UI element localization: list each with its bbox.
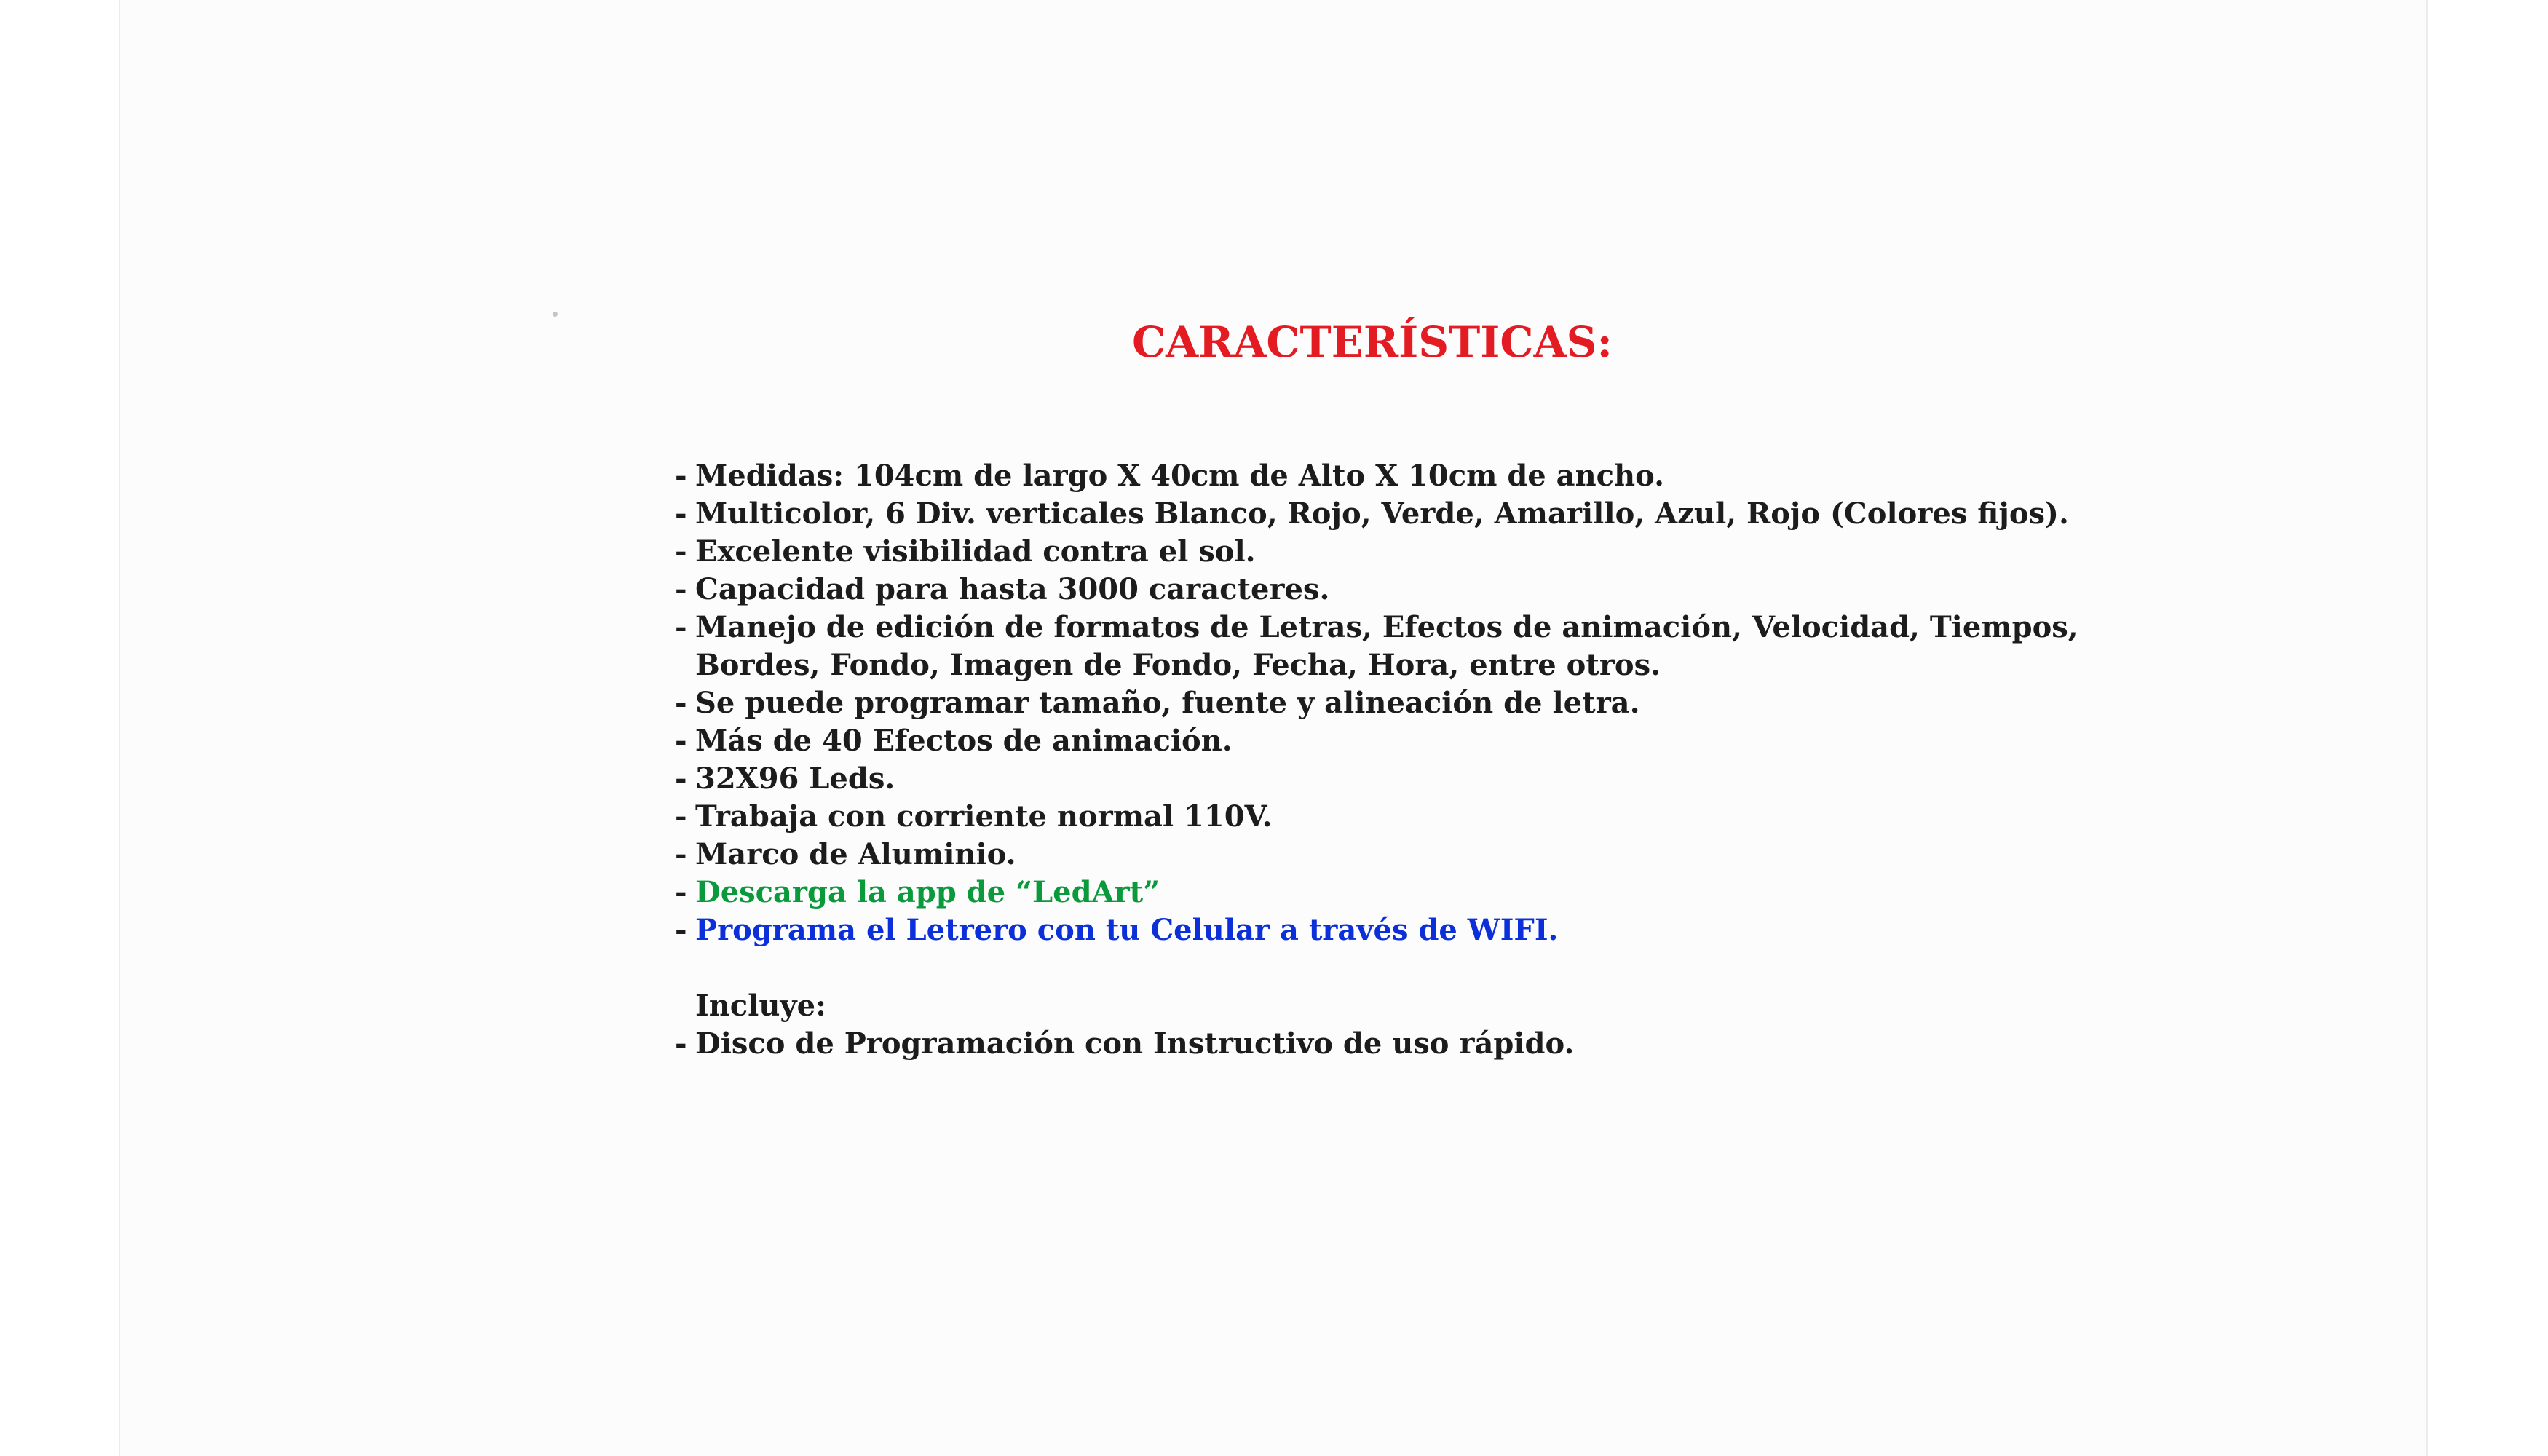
list-item bbox=[675, 874, 2078, 911]
includes-heading-row bbox=[675, 987, 2078, 1025]
feature-text: Excelente visibilidad contra el sol. bbox=[695, 534, 1256, 569]
includes-heading: Incluye: bbox=[695, 989, 826, 1023]
list-dash: - bbox=[675, 496, 687, 531]
list-dash: - bbox=[675, 610, 687, 644]
document-page bbox=[119, 0, 2428, 1456]
features-list bbox=[675, 457, 2078, 1063]
feature-text: Trabaja con corriente normal 110V. bbox=[695, 799, 1273, 834]
list-spacer bbox=[675, 949, 2078, 987]
feature-text: Marco de Aluminio. bbox=[695, 837, 1016, 871]
list-item bbox=[675, 495, 2078, 533]
list-item bbox=[675, 571, 2078, 609]
list-item bbox=[675, 798, 2078, 836]
list-dash: - bbox=[675, 799, 687, 834]
feature-text: Más de 40 Efectos de animación. bbox=[695, 724, 1233, 758]
feature-text: Se puede programar tamaño, fuente y alineación de letra. bbox=[695, 686, 1640, 720]
wifi-program-text: Programa el Letrero con tu Celular a través de WIFI. bbox=[695, 913, 1559, 947]
feature-text: 32X96 Leds. bbox=[695, 761, 895, 796]
page-title: CARACTERÍSTICAS: bbox=[1132, 317, 1613, 367]
list-item bbox=[675, 457, 2078, 495]
feature-text: Capacidad para hasta 3000 caracteres. bbox=[695, 572, 1330, 606]
list-dash: - bbox=[675, 1026, 687, 1061]
feature-text: Multicolor, 6 Div. verticales Blanco, Rojo, Verde, Amarillo, Azul, Rojo (Colores fijos). bbox=[695, 496, 2069, 531]
app-download-text: Descarga la app de “LedArt” bbox=[695, 875, 1160, 909]
feature-text: Bordes, Fondo, Imagen de Fondo, Fecha, Hora, entre otros. bbox=[695, 648, 1661, 682]
list-dash: - bbox=[675, 837, 687, 871]
list-item bbox=[675, 609, 2078, 646]
list-item bbox=[675, 911, 2078, 949]
list-dash: - bbox=[675, 534, 687, 569]
list-dash: - bbox=[675, 761, 687, 796]
list-item bbox=[675, 684, 2078, 722]
list-dash: - bbox=[675, 686, 687, 720]
feature-text: Medidas: 104cm de largo X 40cm de Alto X 10cm de ancho. bbox=[695, 459, 1664, 493]
list-dash: - bbox=[675, 459, 687, 493]
list-dash: - bbox=[675, 724, 687, 758]
list-dash: - bbox=[675, 572, 687, 606]
stray-dot bbox=[553, 312, 558, 317]
list-dash: - bbox=[675, 913, 687, 947]
list-item-continuation bbox=[675, 646, 2078, 684]
list-item bbox=[675, 836, 2078, 874]
list-item bbox=[675, 1025, 2078, 1063]
list-item bbox=[675, 760, 2078, 798]
feature-text: Manejo de edición de formatos de Letras, Efectos de animación, Velocidad, Tiempos, bbox=[695, 610, 2078, 644]
list-item bbox=[675, 722, 2078, 760]
list-item bbox=[675, 533, 2078, 571]
include-text: Disco de Programación con Instructivo de uso rápido. bbox=[695, 1026, 1575, 1061]
list-dash: - bbox=[675, 875, 687, 909]
